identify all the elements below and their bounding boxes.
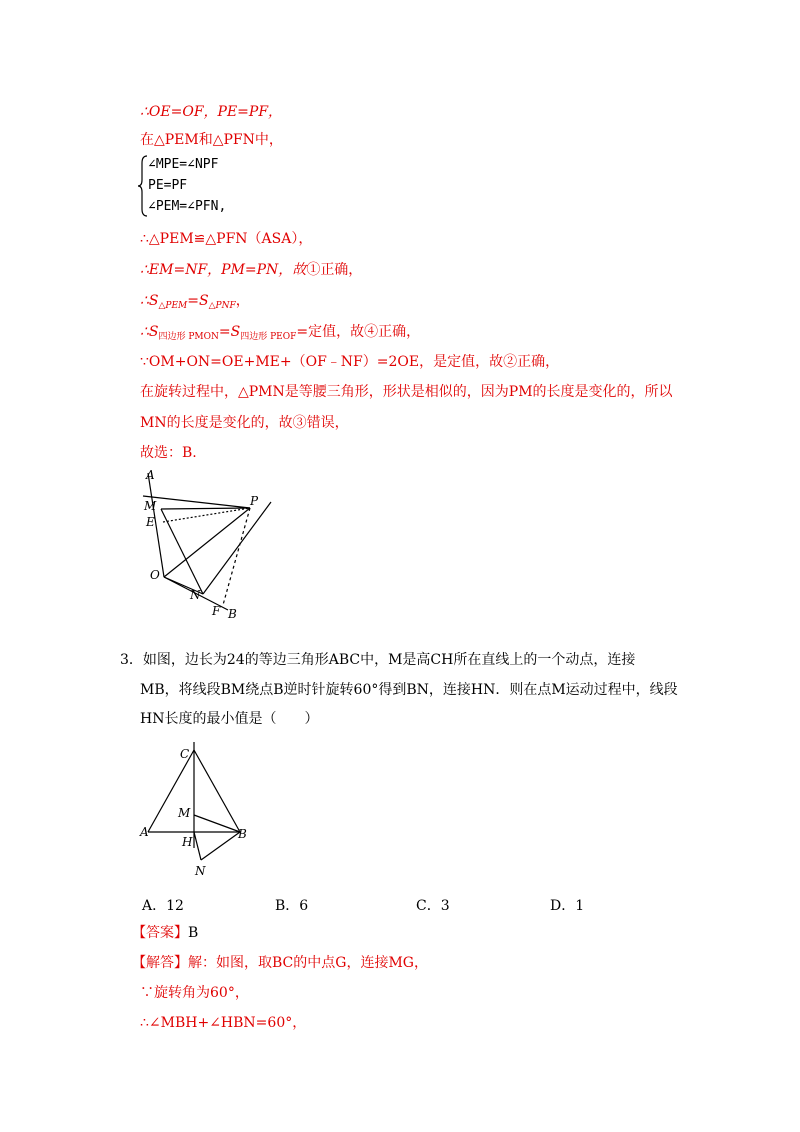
line-mp-top	[143, 496, 250, 508]
line-mp-lower	[161, 508, 250, 509]
quad-text: =定值，故	[296, 324, 365, 340]
question-3-line-1: 3．如图，边长为24的等边三角形ABC中，M是高CH所在直线上的一个动点，连接	[120, 652, 636, 668]
answer-value: B	[188, 925, 199, 941]
solution-line-7	[140, 352, 559, 372]
quad-sub-1: 四边形 PMON	[158, 332, 219, 342]
option-c[interactable]: C．3	[416, 898, 450, 914]
solution-line-8: 在旋转过程中，△PMN是等腰三角形，形状是相似的，因为PM的长度是变化的，所以	[140, 384, 673, 400]
label-m: M	[144, 499, 157, 513]
option-b[interactable]: B．6	[275, 898, 309, 914]
solution-line-4	[140, 260, 362, 280]
area-sub-2: △PNF	[208, 301, 236, 311]
label-h: H	[182, 835, 193, 849]
system-eq-3: ∠PEM=∠PFN,	[148, 199, 227, 214]
label-b2: B	[238, 827, 247, 841]
label-n2: N	[195, 864, 206, 878]
solution-line-1: ∴OE=OF，PE=PF，	[140, 104, 283, 120]
analysis-line-3: ∴∠MBH+∠HBN=60°，	[140, 1015, 307, 1031]
circled-1: ①	[306, 262, 321, 278]
label-e: E	[146, 515, 155, 529]
analysis-tag: 【解答】	[132, 955, 188, 971]
solution-line-2: 在△PEM和△PFN中，	[140, 132, 283, 148]
circled-4: ④	[364, 324, 379, 340]
mn-end: 错误，	[306, 415, 349, 431]
solution-line-9	[140, 413, 349, 433]
answer-tag: 【答案】	[132, 925, 188, 941]
line-pn-ext	[203, 502, 271, 594]
label-p: P	[250, 494, 259, 508]
circled-2: ②	[503, 354, 518, 370]
area-sub-1: △PEM	[158, 301, 188, 311]
system-eq-2: PE=PF	[148, 178, 188, 193]
label-f: F	[212, 604, 221, 618]
option-d[interactable]: D．1	[550, 898, 585, 914]
analysis-line-1	[132, 953, 428, 973]
solution-line-4-end: 正确，	[320, 262, 363, 278]
question-3-line-3: HN长度的最小值是（ ）	[140, 711, 319, 727]
quad-sub-2: 四边形 PEOF	[240, 332, 297, 342]
segment-mb	[194, 815, 240, 832]
quad-s2: =S	[218, 324, 241, 340]
geometry-figure-1	[138, 465, 278, 623]
answer-line	[132, 923, 198, 943]
segment-bn	[201, 832, 240, 860]
geometry-figure-2	[138, 740, 268, 882]
mn-text: MN的长度是变化的，故	[140, 415, 293, 431]
label-a: A	[146, 468, 155, 482]
side-bc	[194, 750, 240, 832]
label-n: N	[190, 588, 201, 602]
area-s2: =S	[187, 293, 209, 309]
sum-text: ∵OM+ON=OE+ME+（OF﹣NF）=2OE，是定值，故	[140, 354, 504, 370]
analysis-text-1: 解：如图，取BC的中点G，连接MG，	[188, 955, 428, 971]
option-a[interactable]: A．12	[142, 898, 184, 914]
area-end: ，	[235, 293, 250, 309]
label-m2: M	[178, 806, 191, 820]
area-s1: ∴S	[140, 293, 159, 309]
label-o: O	[150, 568, 160, 582]
solution-line-5	[140, 291, 250, 313]
sum-end: 正确，	[517, 354, 560, 370]
solution-line-4-text: ∴EM=NF，PM=PN，故	[140, 262, 307, 278]
quad-s1: ∴S	[140, 324, 159, 340]
line-pe	[163, 508, 250, 522]
quad-end: 正确，	[378, 324, 421, 340]
solution-line-10: 故选：B.	[140, 445, 197, 461]
label-b: B	[228, 607, 237, 621]
line-pf	[223, 508, 250, 605]
system-brace	[138, 155, 148, 217]
solution-line-6	[140, 322, 420, 344]
label-c: C	[180, 747, 190, 761]
label-a2: A	[140, 825, 149, 839]
segment-hn	[194, 832, 201, 860]
analysis-line-2: ∵旋转角为60°，	[140, 985, 249, 1001]
question-3-line-2: MB，将线段BM绕点B逆时针旋转60°得到BN，连接HN．则在点M运动过程中，线段	[140, 682, 678, 698]
solution-line-3: ∴△PEM≌△PFN（ASA），	[140, 231, 313, 247]
system-eq-1: ∠MPE=∠NPF	[148, 157, 219, 172]
circled-3: ③	[292, 415, 307, 431]
